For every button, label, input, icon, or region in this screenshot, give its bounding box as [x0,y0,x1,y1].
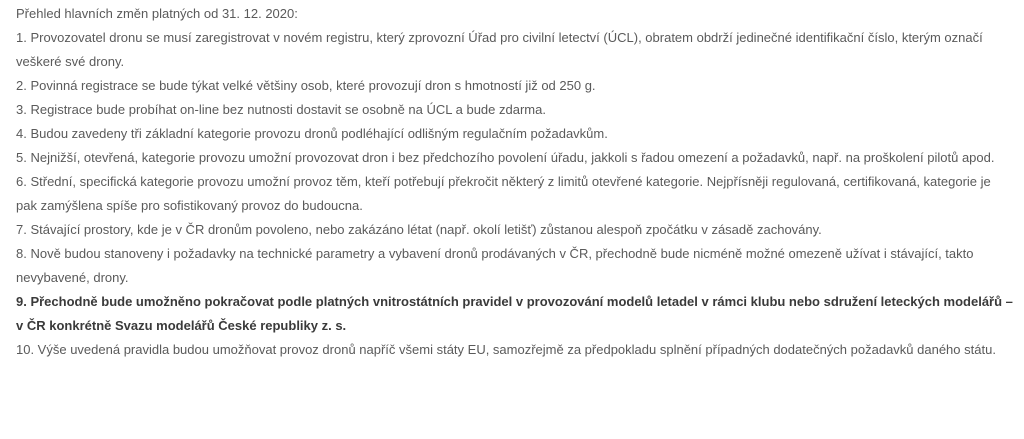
list-item: 5. Nejnižší, otevřená, kategorie provozu umožní provozovat dron i bez předchozího povolení úřadu, jakkoli s řadou omezení a požadavků, např. na proškolení pilotů apod. [16,150,995,165]
article-body [16,2,1014,362]
list-item: 8. Nově budou stanoveny i požadavky na technické parametry a vybavení dronů prodávaných v ČR, přechodně bude nicméně možné omezeně užívat i stávající, takto nevybavené, drony. [16,246,974,285]
list-item: 2. Povinná registrace se bude týkat velké většiny osob, které provozují dron s hmotností již od 250 g. [16,78,596,93]
article-intro: Přehled hlavních změn platných od 31. 12. 2020: [16,6,298,21]
list-item-highlighted: 9. Přechodně bude umožněno pokračovat podle platných vnitrostátních pravidel v provozování modelů letadel v rámci klubu nebo sdružení leteckých modelářů – v ČR konkrétně Svazu modelářů České republiky z. s. [16,294,1013,333]
list-item: 7. Stávající prostory, kde je v ČR dronům povoleno, nebo zakázáno létat (např. okolí letišť) zůstanou alespoň zpočátku v zásadě zachovány. [16,222,822,237]
list-item: 6. Střední, specifická kategorie provozu umožní provoz těm, kteří potřebují překročit některý z limitů otevřené kategorie. Nejpřísněji regulovaná, certifikovaná, kategorie je pak zamýšlena spíše pro sofistikovaný provoz do budoucna. [16,174,991,213]
list-item: 10. Výše uvedená pravidla budou umožňovat provoz dronů napříč všemi státy EU, samozřejmě za předpokladu splnění případných dodatečných požadavků daného státu. [16,342,996,357]
list-item: 3. Registrace bude probíhat on-line bez nutnosti dostavit se osobně na ÚCL a bude zdarma. [16,102,546,117]
list-item: 4. Budou zavedeny tři základní kategorie provozu dronů podléhající odlišným regulačním požadavkům. [16,126,608,141]
list-item: 1. Provozovatel dronu se musí zaregistrovat v novém registru, který zprovozní Úřad pro civilní letectví (ÚCL), obratem obdrží jedinečné identifikační číslo, kterým označí veškeré své drony. [16,30,983,69]
